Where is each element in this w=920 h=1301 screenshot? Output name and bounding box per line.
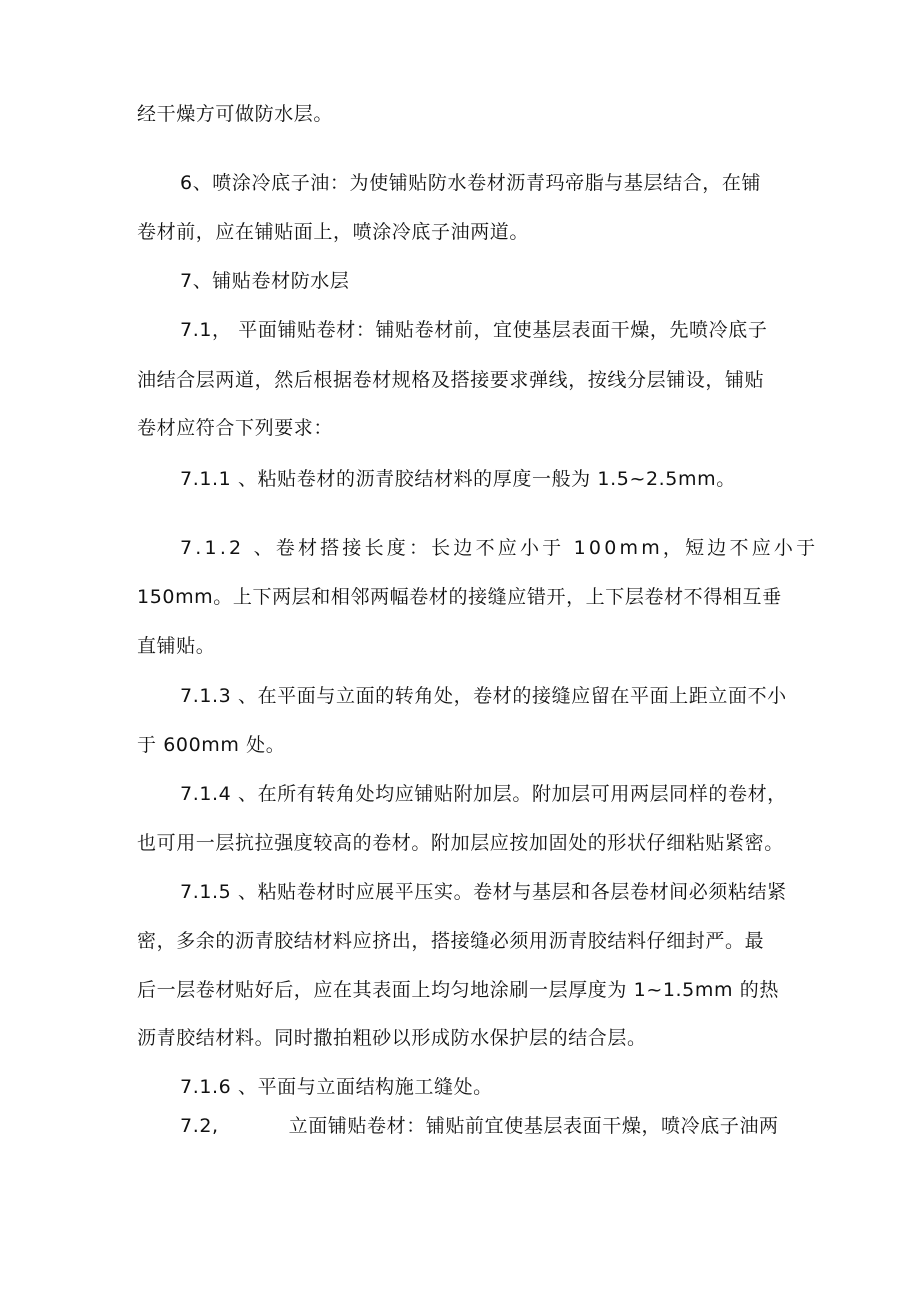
text-line-8: 7.1.1 、粘贴卷材的沥青胶结材料的厚度一般为 1.5~2.5mm。 [180,468,736,490]
text-line-6: 油结合层两道，然后根据卷材规格及搭接要求弹线，按线分层铺设，铺贴 [137,369,765,391]
text-line-3: 卷材前，应在铺贴面上，喷涂冷底子油两道。 [137,221,530,243]
text-line-14: 7.1.4 、在所有转角处均应铺贴附加层。附加层可用两层同样的卷材， [180,783,787,805]
section-number-7-2: 7.2, [180,1115,219,1137]
text-line-21-body: 立面铺贴卷材：铺贴前宜使基层表面干燥，喷冷底子油两 [288,1115,779,1137]
text-line-13: 于 600mm 处。 [137,734,286,756]
text-line-2: 6、喷涂冷底子油：为使铺贴防水卷材沥青玛帝脂与基层结合，在铺 [180,172,762,194]
text-line-9: 7.1.2 、卷材搭接长度：长边不应小于 100mm，短边不应小于 [180,537,819,559]
text-line-18: 后一层卷材贴好后，应在其表面上均匀地涂刷一层厚度为 1~1.5mm 的热 [137,979,779,1001]
text-line-12: 7.1.3 、在平面与立面的转角处，卷材的接缝应留在平面上距立面不小 [180,685,787,707]
text-line-7: 卷材应符合下列要求： [137,417,334,439]
text-line-15: 也可用一层抗拉强度较高的卷材。附加层应按加固处的形状仔细粘贴紧密。 [137,832,784,854]
text-line-1: 经干燥方可做防水层。 [137,103,334,125]
text-line-20: 7.1.6 、平面与立面结构施工缝处。 [180,1076,493,1098]
section-heading-7: 7、铺贴卷材防水层 [180,270,350,292]
text-line-19: 沥青胶结材料。同时撒拍粗砂以形成防水保护层的结合层。 [137,1027,647,1049]
text-line-11: 直铺贴。 [137,635,216,657]
text-line-16: 7.1.5 、粘贴卷材时应展平压实。卷材与基层和各层卷材间必须粘结紧 [180,881,787,903]
text-line-10: 150mm。上下两层和相邻两幅卷材的接缝应错开，上下层卷材不得相互垂 [137,586,782,608]
text-line-21 [180,1113,800,1139]
text-line-5: 7.1， 平面铺贴卷材：铺贴卷材前，宜使基层表面干燥，先喷冷底子 [180,319,768,341]
text-line-17: 密，多余的沥青胶结材料应挤出，搭接缝必须用沥青胶结料仔细封严。最 [137,930,765,952]
